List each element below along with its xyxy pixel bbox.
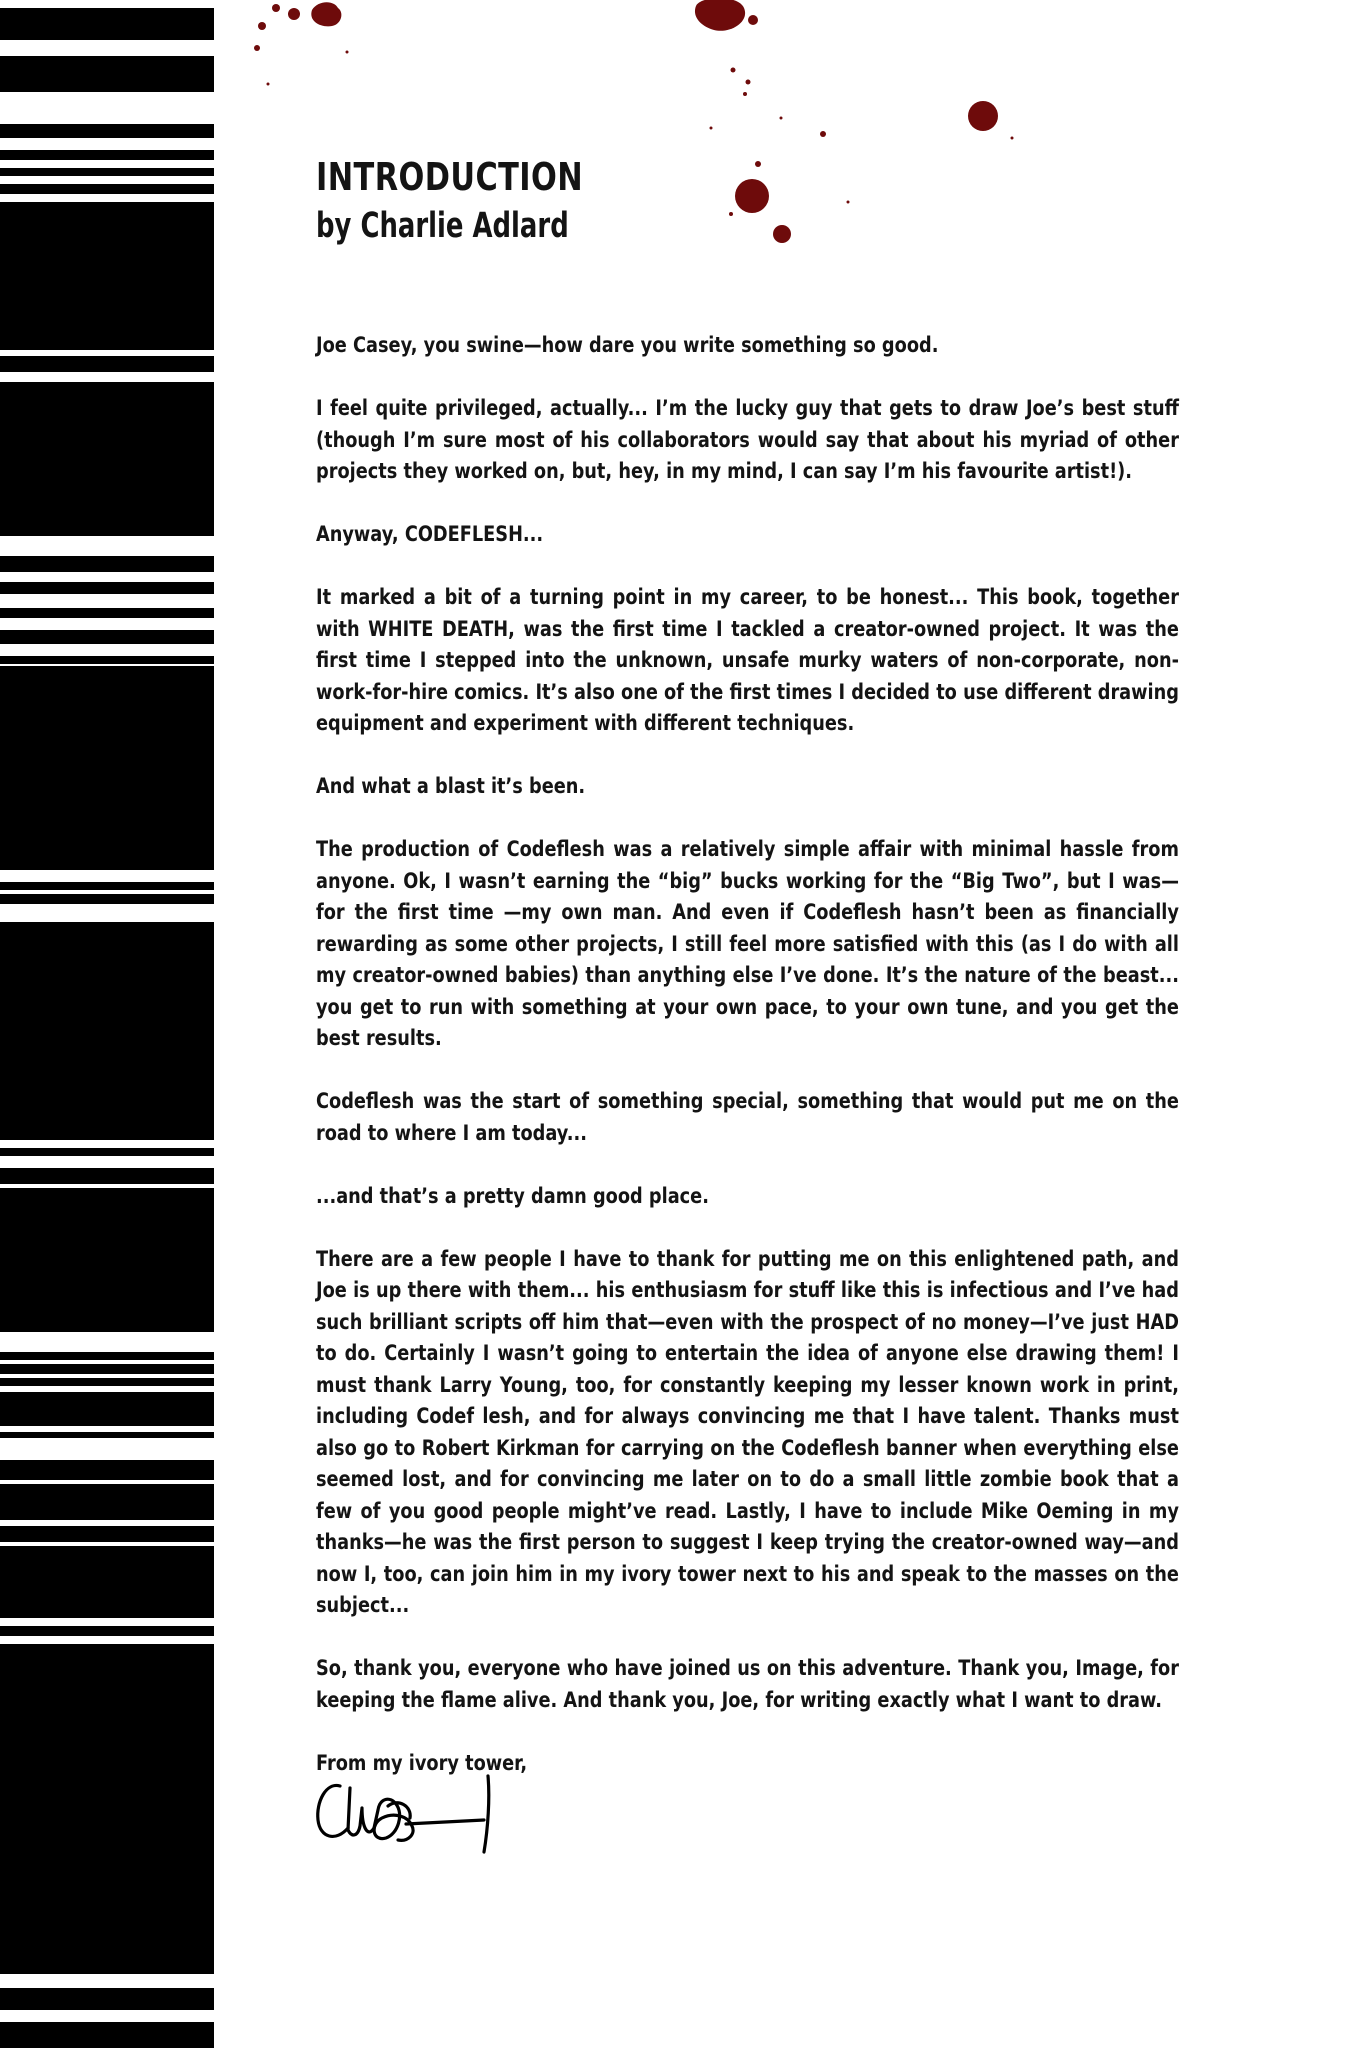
barcode-bar	[0, 922, 214, 1140]
barcode-bar	[0, 1392, 214, 1426]
barcode-bar	[0, 1168, 214, 1184]
paragraph: Anyway, CODEFLESH...	[316, 522, 544, 547]
barcode-bar	[0, 356, 214, 372]
blood-drop	[288, 8, 300, 20]
paragraph: And what a blast it’s been.	[316, 774, 586, 799]
barcode-bar	[0, 556, 214, 572]
blood-drop	[748, 15, 758, 25]
paragraph: So, thank you, everyone who have joined us on this adventure. Thank you, Image, for keeping the flame alive. And thank you, Joe, for writing exactly what I want to draw.	[316, 1656, 1179, 1713]
author-byline: by Charlie Adlard	[316, 206, 569, 246]
barcode-bar	[0, 2022, 214, 2048]
barcode-bar	[0, 1644, 214, 1974]
paragraph: There are a few people I have to thank for putting me on this enlightened path, and Joe is up there with them... his enthusiasm for stuff like this is infectious and I’ve had such brilliant scripts off him that—even with the prospect of no money—I’ve just HAD to do. Certainly I wasn’t going to entertain the idea of anyone else drawing them! I must thank Larry Young, too, for constantly keeping my lesser known work in print, including Codef lesh, and for always convincing me that I have talent. Thanks must also go to Robert Kirkman for carrying on the Codeflesh banner when everything else seemed lost, and for convincing me later on to do a small little zombie book that a few of you good people might’ve read. Lastly, I have to include Mike Oeming in my thanks—he was the first person to suggest I keep trying the creator-owned way—and now I, too, can join him in my ivory tower next to his and speak to the masses on the subject...	[316, 1246, 1179, 1618]
barcode-bar	[0, 1460, 214, 1480]
barcode-bar	[0, 382, 214, 536]
paragraph: Codeflesh was the start of something special, something that would put me on the road to where I am today...	[316, 1089, 1179, 1146]
blood-drop	[820, 131, 826, 137]
paragraph: I feel quite privileged, actually... I’m the lucky guy that gets to draw Joe’s best stuff (though I’m sure most of his collaborators would say that about his myriad of other projects they worked on, but, hey, in my mind, I can say I’m his favourite artist!).	[316, 396, 1179, 484]
paragraph: The production of Codeflesh was a relatively simple affair with minimal hassle from anyone. Ok, I wasn’t earning the “big” bucks working for the “Big Two”, but I was—for the first time —my own man. And even if Codeflesh hasn’t been as financially rewarding as some other projects, I still feel more satisfied with this (as I do with all my creator-owned babies) than anything else I’ve done. It’s the nature of the beast... you get to run with something at your own pace, to your own tune, and you get the best results.	[316, 837, 1179, 1051]
barcode-bar	[0, 1484, 214, 1520]
barcode-bar	[0, 656, 214, 664]
blood-drop	[746, 80, 751, 85]
barcode-bar	[0, 1432, 214, 1438]
blood-drop	[780, 117, 783, 120]
blood-splatter-decoration	[0, 0, 1365, 280]
blood-drop	[346, 51, 349, 54]
blood-splat	[311, 2, 341, 26]
blood-drop	[735, 179, 769, 213]
blood-drop	[731, 68, 736, 73]
barcode-stripe-decoration	[0, 0, 215, 2048]
blood-drop	[254, 45, 260, 51]
paragraph: Joe Casey, you swine—how dare you write something so good.	[316, 333, 939, 358]
barcode-bar	[0, 1626, 214, 1636]
barcode-bar	[0, 1148, 214, 1156]
handwritten-signature	[312, 1768, 502, 1858]
blood-drop	[743, 92, 747, 96]
barcode-bar	[0, 1364, 214, 1374]
introduction-body	[316, 330, 1179, 1811]
barcode-bar	[0, 1378, 214, 1386]
blood-drop	[272, 4, 280, 12]
barcode-bar	[0, 1546, 214, 1618]
barcode-bar	[0, 582, 214, 594]
paragraph: From my ivory tower,	[316, 1750, 528, 1776]
barcode-bar	[0, 666, 214, 870]
blood-drop	[710, 127, 713, 130]
paragraph: It marked a bit of a turning point in my career, to be honest... This book, together with WHITE DEATH, was the first time I tackled a creator-owned project. It was the first time I stepped into the unknown, unsafe murky waters of non-corporate, non-work-for-hire comics. It’s also one of the first times I decided to use different drawing equipment and experiment with different techniques.	[316, 585, 1179, 736]
blood-drop	[773, 225, 791, 243]
barcode-bar	[0, 1352, 214, 1360]
blood-drop	[968, 101, 998, 131]
blood-drop	[729, 212, 733, 216]
blood-splat	[695, 0, 745, 31]
blood-drop	[267, 83, 270, 86]
barcode-bar	[0, 1188, 214, 1332]
blood-drop	[1011, 137, 1014, 140]
barcode-bar	[0, 608, 214, 618]
barcode-bar	[0, 1526, 214, 1542]
barcode-bar	[0, 882, 214, 890]
barcode-bar	[0, 1988, 214, 2010]
blood-drop	[847, 201, 850, 204]
page-title: INTRODUCTION	[316, 155, 584, 199]
blood-drop	[755, 161, 761, 167]
barcode-bar	[0, 894, 214, 904]
barcode-bar	[0, 630, 214, 644]
blood-drop	[258, 22, 266, 30]
paragraph: ...and that’s a pretty damn good place.	[316, 1183, 709, 1209]
